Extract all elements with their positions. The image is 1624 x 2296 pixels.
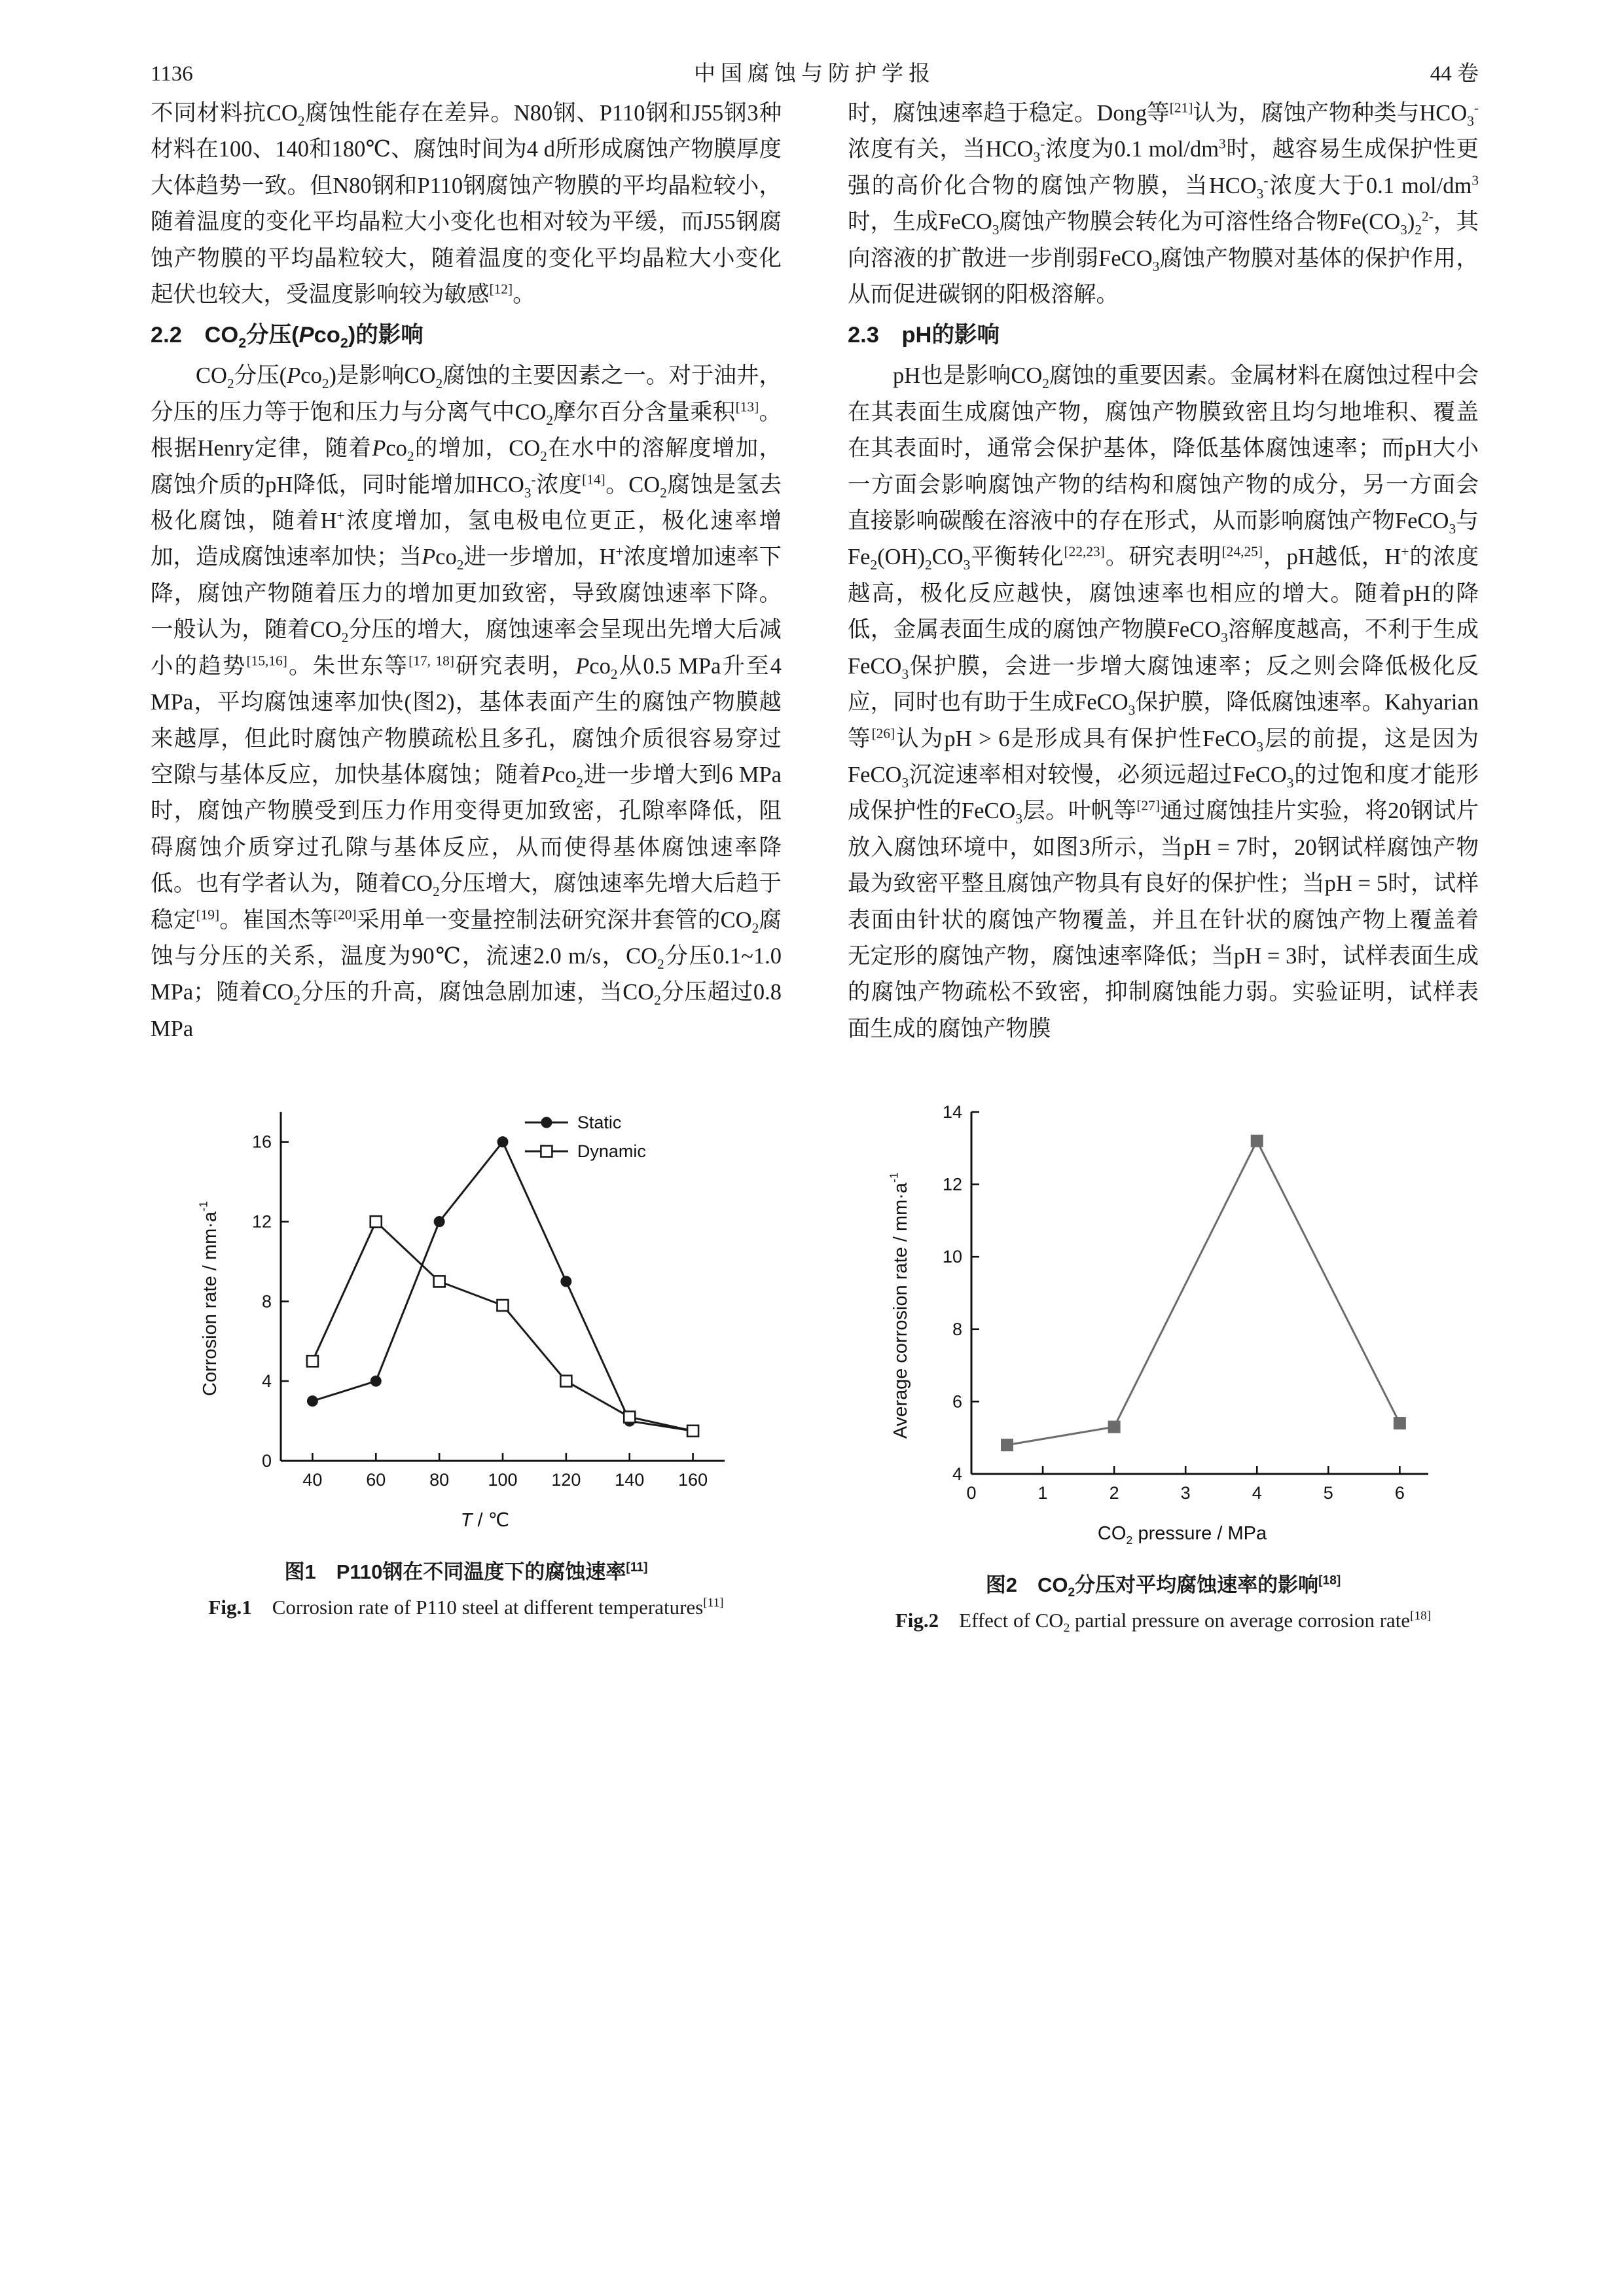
svg-text:10: 10 — [942, 1247, 962, 1267]
figure2-caption — [848, 1570, 1479, 1636]
svg-text:2: 2 — [1109, 1483, 1119, 1503]
figure2-caption-zh: 图2 $CO_2$分压对平均腐蚀速率的影响[18] — [985, 1573, 1341, 1600]
svg-text:120: 120 — [551, 1470, 581, 1490]
svg-text:60: 60 — [366, 1470, 386, 1490]
svg-text:Dynamic: Dynamic — [577, 1141, 646, 1162]
svg-text:0: 0 — [261, 1451, 272, 1471]
figure2-x-axis-label: $CO_2$ pressure / MPa — [1097, 1523, 1267, 1547]
svg-text:14: 14 — [942, 1102, 962, 1122]
figure1-y-axis-label: Corrosion rate / $mm\cdot a^{-1}$ — [196, 1201, 221, 1397]
figure1-x-axis-label: T / ℃ — [460, 1510, 510, 1532]
section-heading-2-3: 2.3 pH的影响 — [848, 323, 1000, 348]
left-column — [151, 96, 782, 1636]
figure1-caption-en: Fig.1 Corrosion rate of P110 steel at different temperatures[11] — [208, 1595, 724, 1619]
figure-2 — [848, 1096, 1479, 1635]
right-column — [848, 96, 1479, 1636]
svg-text:8: 8 — [261, 1291, 272, 1312]
journal-title: 中国腐蚀与防护学报 — [694, 62, 935, 86]
svg-text:12: 12 — [251, 1211, 272, 1232]
svg-text:3: 3 — [1180, 1483, 1191, 1503]
svg-text:12: 12 — [942, 1174, 962, 1194]
svg-text:80: 80 — [429, 1470, 450, 1490]
svg-text:6: 6 — [952, 1391, 962, 1412]
figure2-chart — [882, 1096, 1444, 1552]
volume-label: 44 卷 — [1430, 62, 1479, 86]
figure2-caption-en: Fig.2 Effect of $CO_2$ partial pressure on average corrosion rate[18] — [895, 1608, 1432, 1635]
svg-text:4: 4 — [261, 1371, 272, 1391]
figure2-y-axis-label: Average corrosion rate / $mm\cdot a^{-1}$ — [887, 1172, 912, 1439]
content-columns — [151, 96, 1479, 1636]
svg-text:4: 4 — [1252, 1483, 1262, 1503]
figure1-caption-zh: 图1 P110钢在不同温度下的腐蚀速率[11] — [284, 1560, 648, 1583]
svg-text:5: 5 — [1323, 1483, 1333, 1503]
figure1-chart — [192, 1096, 740, 1539]
page-header — [151, 56, 1479, 87]
svg-text:16: 16 — [251, 1132, 272, 1152]
svg-text:1: 1 — [1038, 1483, 1048, 1503]
paragraph-material-co2-resistance: 不同材料抗$CO_2$腐蚀性能存在差异。N80钢、P110钢和J55钢3种材料在100、140和180℃、腐蚀时间为4 d所形成腐蚀产物膜厚度大体趋势一致。但N80钢和P110钢腐蚀产物膜的平均晶粒较小，随着温度的变化平均晶粒大小变化也相对较为平缓，而J55钢腐蚀产物膜的平均晶粒较大，随着温度的变化平均晶粒大小变化起伏也较大，受温度影响较为敏感[12]。 — [151, 101, 782, 308]
figure-1 — [151, 1096, 782, 1622]
svg-text:160: 160 — [678, 1470, 708, 1490]
svg-text:4: 4 — [952, 1464, 962, 1484]
section-heading-2-2: 2.2 $CO_2$分压(Pco$_2$)的影响 — [151, 323, 424, 351]
paragraph-hco3-concentration: 时，腐蚀速率趋于稳定。Dong等[21]认为，腐蚀产物种类与$HCO_3^-$浓度有关，当$HCO_3^-$浓度为0.1 mol/$dm^3$时，越容易生成保护性更强的高价化合物的腐蚀产物膜，当$HCO_3^-$浓度大于0.1 mol/$dm^3$时，生成FeCO$_3$腐蚀产物膜会转化为可溶性络合物$Fe(CO_3)_2^{2-}$，其向溶液的扩散进一步削弱FeCO$_3$腐蚀产物膜对基体的保护作用，从而促进碳钢的阳极溶解。 — [848, 99, 1479, 308]
figure2-plot — [920, 1096, 1444, 1515]
svg-text:Static: Static — [577, 1113, 622, 1133]
svg-text:100: 100 — [488, 1470, 518, 1490]
svg-text:0: 0 — [966, 1483, 977, 1503]
figure1-caption — [151, 1556, 782, 1623]
paragraph-co2-partial-pressure: $CO_2$分压(Pco$_2$)是影响$CO_2$腐蚀的主要因素之一。对于油井，分压的压力等于饱和压力与分离气中$CO_2$摩尔百分含量乘积[13]。根据Henry定律，随着Pco$_2$的增加，$CO_2$在水中的溶解度增加，腐蚀介质的pH降低，同时能增加$HCO_3^-$浓度[14]。$CO_2$腐蚀是氢去极化腐蚀，随着H+浓度增加，氢电极电位更正，极化速率增加，造成腐蚀速率加快；当Pco$_2$进一步增加，H+浓度增加速率下降，腐蚀产物随着压力的增加更加致密，导致腐蚀速率下降。一般认为，随着$CO_2$分压的增大，腐蚀速率会呈现出先增大后减小的趋势[15,16]。朱世东等[17, 18]研究表明，Pco$_2$从0.5 MPa升至4 MPa，平均腐蚀速率加快(图2)，基体表面产生的腐蚀产物膜越来越厚，但此时腐蚀产物膜疏松且多孔，腐蚀介质很容易穿过空隙与基体反应，加快基体腐蚀；随着Pco$_2$进一步增大到6 MPa时，腐蚀产物膜受到压力作用变得更加致密，孔隙率降低，阻碍腐蚀介质穿过孔隙与基体反应，从而使得基体腐蚀速率降低。也有学者认为，随着$CO_2$分压增大，腐蚀速率先增大后趋于稳定[19]。崔国杰等[20]采用单一变量控制法研究深井套管的$CO_2$腐蚀与分压的关系，温度为90℃，流速2.0 m/s，$CO_2$分压0.1~1.0 MPa；随着$CO_2$分压的升高，腐蚀急剧加速，当$CO_2$分压超过0.8 MPa — [151, 363, 782, 1041]
svg-text:6: 6 — [1394, 1483, 1405, 1503]
paragraph-ph-effect: pH也是影响$CO_2$腐蚀的重要因素。金属材料在腐蚀过程中会在其表面生成腐蚀产物，腐蚀产物膜致密且均匀地堆积、覆盖在其表面时，通常会保护基体，降低基体腐蚀速率；而pH大小一方面会影响腐蚀产物的结构和腐蚀产物的成分，另一方面会直接影响碳酸在溶液中的存在形式，从而影响腐蚀产物FeCO$_3$与$Fe_2(OH)_2CO_3$平衡转化[22,23]。研究表明[24,25]，pH越低，H+的浓度越高，极化反应越快，腐蚀速率也相应的增大。随着pH的降低，金属表面生成的腐蚀产物膜FeCO$_3$溶解度越高，不利于生成FeCO$_3$保护膜，会进一步增大腐蚀速率；反之则会降低极化反应，同时也有助于生成FeCO$_3$保护膜，降低腐蚀速率。Kahyarian等[26]认为pH > 6是形成具有保护性FeCO$_3$层的前提，这是因为FeCO$_3$沉淀速率相对较慢，必须远超过FeCO$_3$的过饱和度才能形成保护性的FeCO$_3$层。叶帆等[27]通过腐蚀挂片实验，将20钢试片放入腐蚀环境中，如图3所示，当pH = 7时，20钢试样腐蚀产物最为致密平整且腐蚀产物具有良好的保护性；当pH = 5时，试样表面由针状的腐蚀产物覆盖，并且在针状的腐蚀产物上覆盖着无定形的腐蚀产物，腐蚀速率降低；当pH = 3时，试样表面生成的腐蚀产物疏松不致密，抑制腐蚀能力弱。实验证明，试样表面生成的腐蚀产物膜 — [848, 363, 1479, 1041]
svg-text:40: 40 — [302, 1470, 323, 1490]
figure1-plot — [230, 1096, 740, 1501]
svg-text:140: 140 — [615, 1470, 645, 1490]
page-number: 1136 — [151, 62, 193, 86]
svg-text:8: 8 — [952, 1319, 962, 1339]
